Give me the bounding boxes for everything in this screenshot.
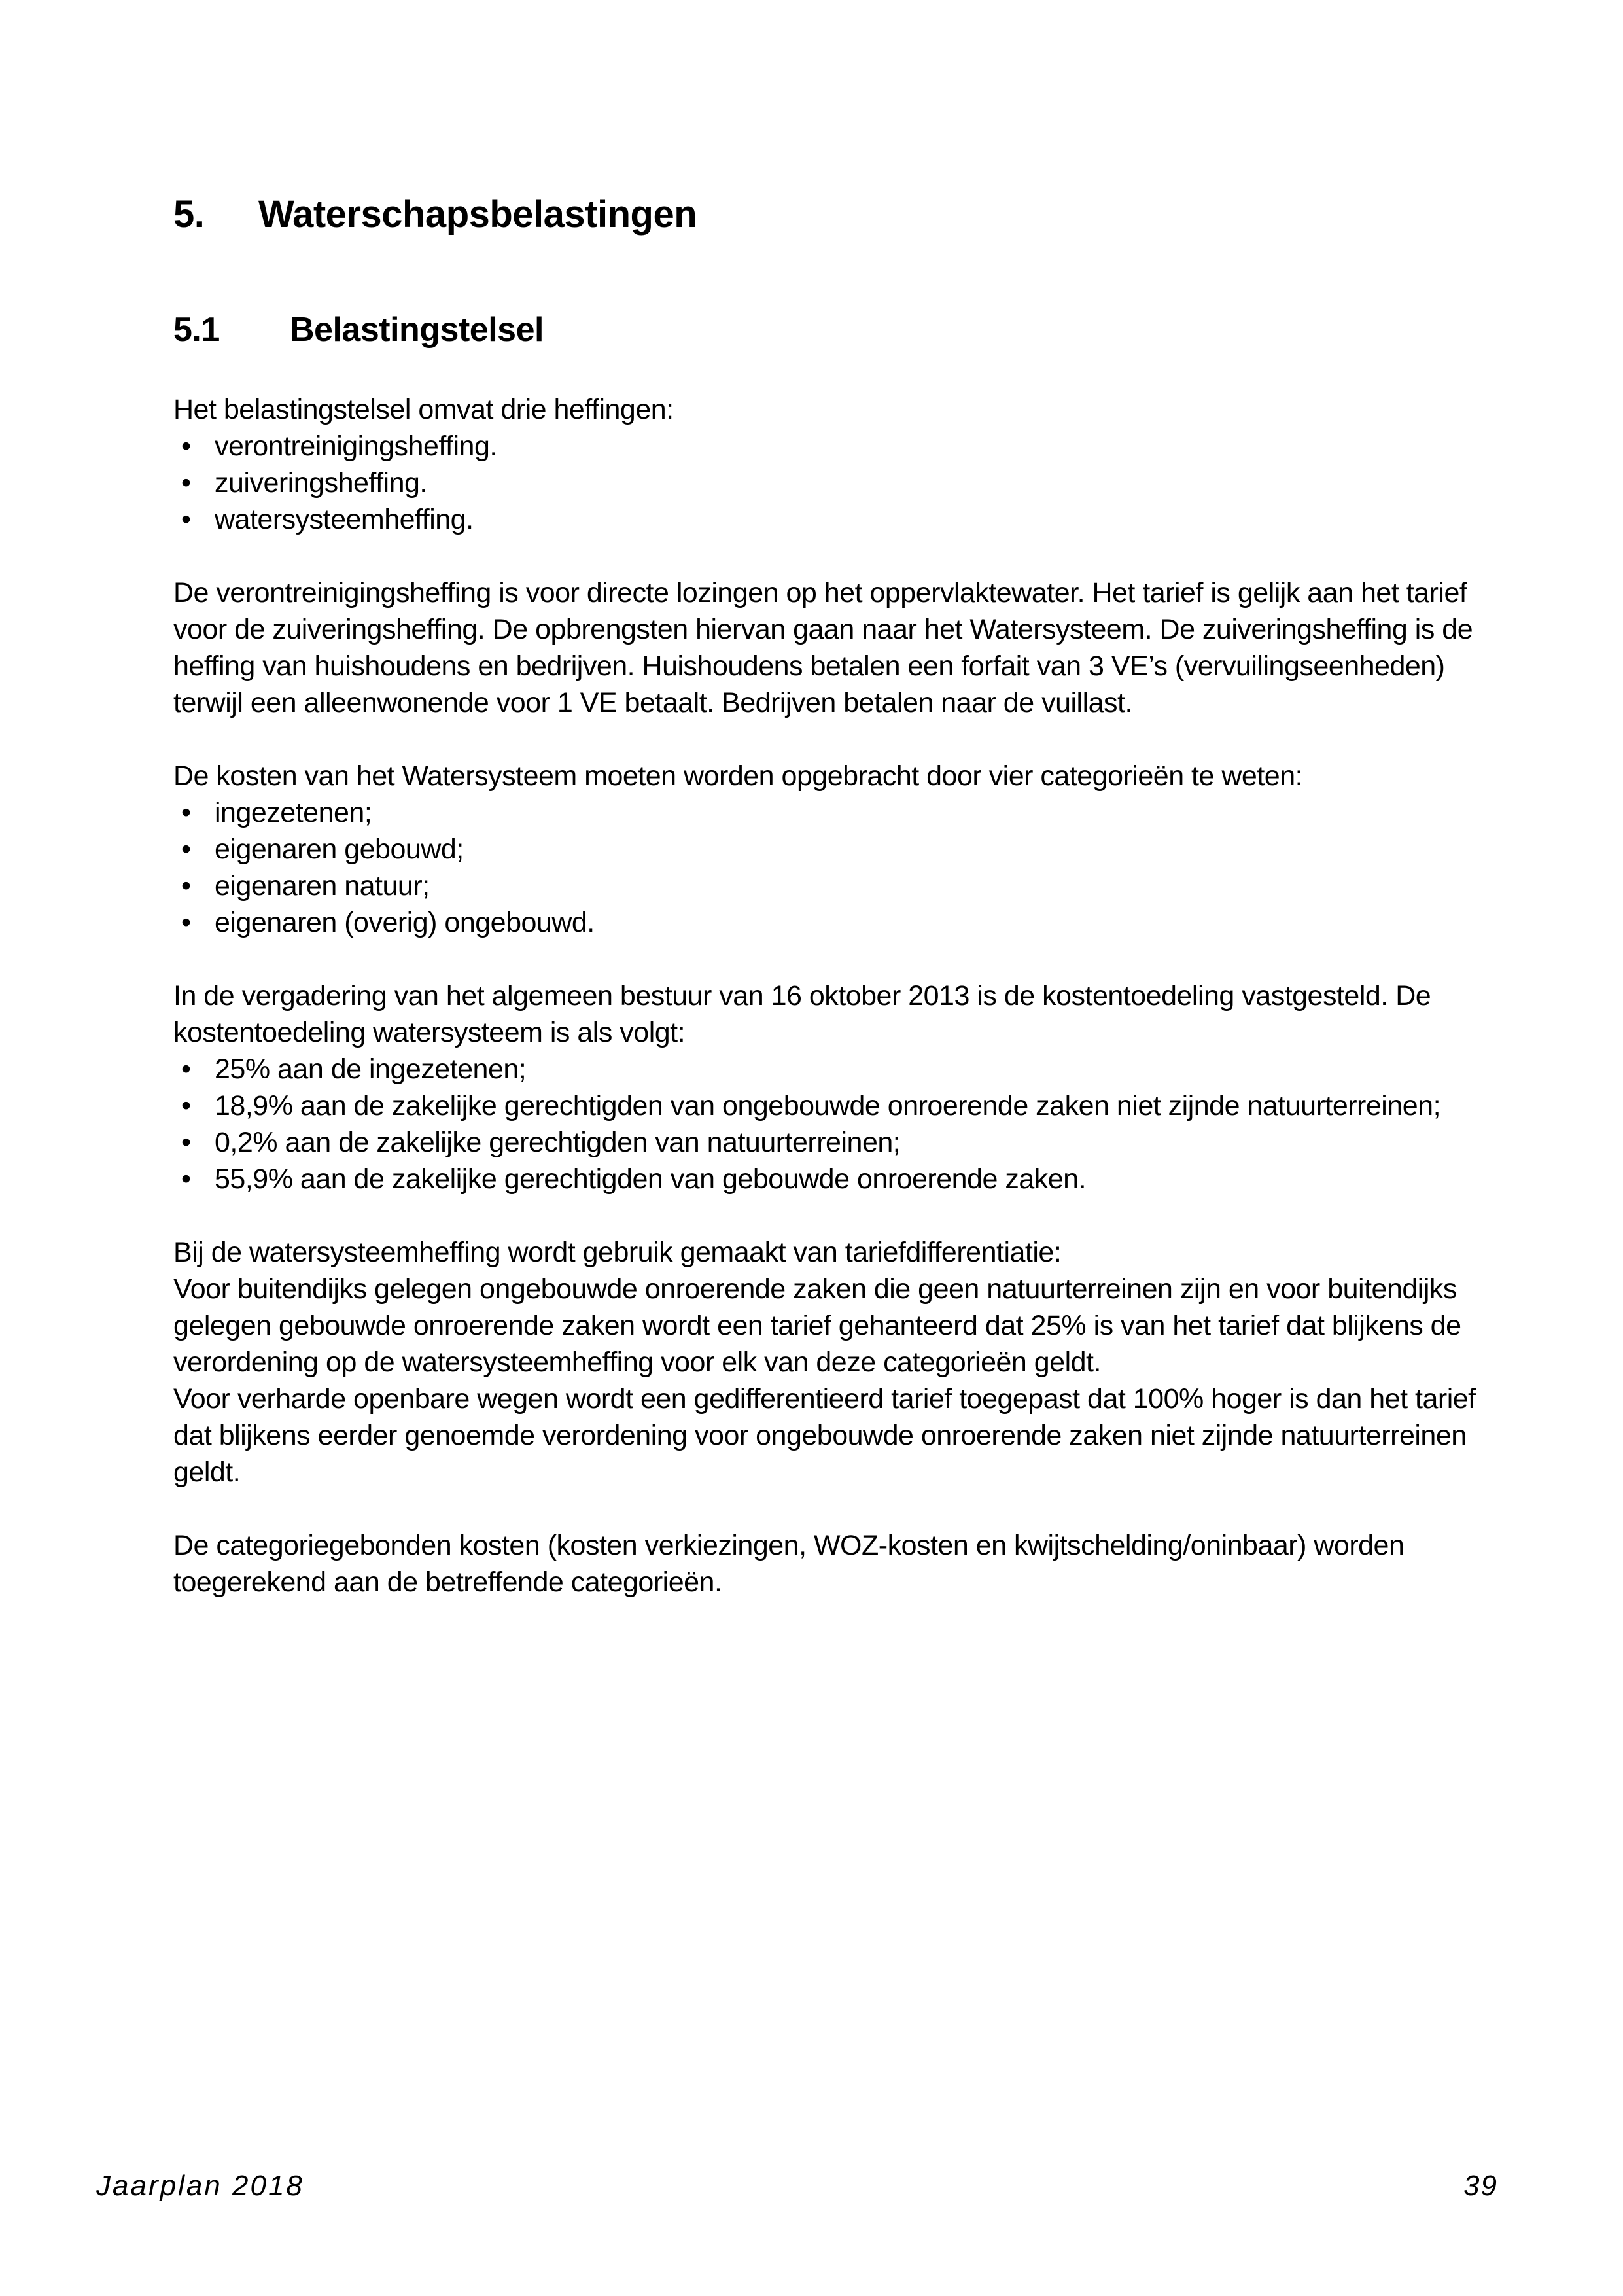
list-item [173, 1087, 1492, 1124]
list-item [173, 1124, 1492, 1161]
paragraph-tariefdifferentiatie [173, 1234, 1492, 1491]
bullet-marker: • [181, 1163, 191, 1195]
subsection-number: 5.1 [173, 311, 220, 349]
bullet-marker: • [181, 870, 191, 902]
bullet-marker: • [181, 1053, 191, 1085]
tariefdifferentiatie-line: Voor buitendijks gelegen ongebouwde onroerende zaken die geen natuurterreinen zijn en voor buitendijks gelegen gebouwde onroerende zaken wordt een tarief gehanteerd dat 25% is van het tarief dat blijkens de verordening op de watersysteemheffing voor elk van deze categorieën geldt. [173, 1273, 1461, 1378]
list-item [173, 465, 1492, 501]
bullet-marker: • [181, 467, 191, 499]
section-title: Waterschapsbelastingen [258, 193, 697, 236]
bullet-marker: • [181, 1090, 191, 1122]
bullet-text: 18,9% aan de zakelijke gerechtigden van ongebouwde onroerende zaken niet zijnde natuurterreinen; [215, 1090, 1441, 1122]
footer-page-number: 39 [1463, 2170, 1498, 2202]
paragraph-categoriegebonden: De categoriegebonden kosten (kosten verkiezingen, WOZ-kosten en kwijtschelding/oninbaar) worden toegerekend aan de betreffende categorieën. [173, 1530, 1405, 1598]
bullet-marker: • [181, 907, 191, 938]
bullet-text: 25% aan de ingezetenen; [215, 1053, 527, 1085]
bullet-marker: • [181, 504, 191, 535]
bullet-text: zuiveringsheffing. [215, 467, 427, 499]
list-item [173, 831, 1492, 868]
bullet-text: 55,9% aan de zakelijke gerechtigden van gebouwde onroerende zaken. [215, 1163, 1087, 1195]
tariefdifferentiatie-line: Bij de watersysteemheffing wordt gebruik gemaakt van tariefdifferentiatie: [173, 1237, 1062, 1268]
bullet-text: watersysteemheffing. [215, 504, 474, 535]
bullet-marker: • [181, 1127, 191, 1158]
section-number: 5. [173, 193, 205, 236]
bullet-text: 0,2% aan de zakelijke gerechtigden van natuurterreinen; [215, 1127, 901, 1158]
list-item [173, 794, 1492, 831]
bullet-text: eigenaren (overig) ongebouwd. [215, 907, 595, 938]
list-item [173, 428, 1492, 465]
categorieen-list [173, 794, 1492, 941]
list-item [173, 1051, 1492, 1087]
list-item [173, 501, 1492, 538]
bullet-marker: • [181, 834, 191, 865]
subsection-title: Belastingstelsel [290, 311, 544, 349]
paragraph-verontreiniging: De verontreinigingsheffing is voor directe lozingen op het oppervlaktewater. Het tarief is gelijk aan het tarief voor de zuiveringsheffing. De opbrengsten hiervan gaan naar het Watersysteem. De zuiveringsheffing is de heffing van huishoudens en bedrijven. Huishoudens betalen een forfait van 3 VE’s (vervuilingseenheden) terwijl een alleenwonende voor 1 VE betaalt. Bedrijven betalen naar de vuillast. [173, 577, 1473, 718]
heffingen-list [173, 428, 1492, 538]
page-content [173, 191, 1492, 1600]
list-item [173, 904, 1492, 941]
kostentoedeling-list [173, 1051, 1492, 1197]
subsection-heading [173, 309, 1492, 351]
bullet-text: ingezetenen; [215, 797, 372, 828]
bullet-text: eigenaren gebouwd; [215, 834, 464, 865]
intro-paragraph: Het belastingstelsel omvat drie heffingen: [173, 394, 674, 425]
bullet-marker: • [181, 797, 191, 828]
list-item [173, 868, 1492, 904]
section-heading [173, 191, 1492, 238]
paragraph-vergadering: In de vergadering van het algemeen bestuur van 16 oktober 2013 is de kostentoedeling vastgesteld. De kostentoedeling watersysteem is als volgt: [173, 980, 1431, 1048]
tariefdifferentiatie-line: Voor verharde openbare wegen wordt een gedifferentieerd tarief toegepast dat 100% hoger is dan het tarief dat blijkens eerder genoemde verordening voor ongebouwde onroerende zaken niet zijnde natuurterreinen geldt. [173, 1383, 1476, 1488]
list-item [173, 1161, 1492, 1197]
bullet-text: verontreinigingsheffing. [215, 431, 497, 462]
bullet-marker: • [181, 431, 191, 462]
bullet-text: eigenaren natuur; [215, 870, 430, 902]
paragraph-kosten: De kosten van het Watersysteem moeten worden opgebracht door vier categorieën te weten: [173, 760, 1303, 792]
footer-document-title: Jaarplan 2018 [96, 2170, 304, 2202]
